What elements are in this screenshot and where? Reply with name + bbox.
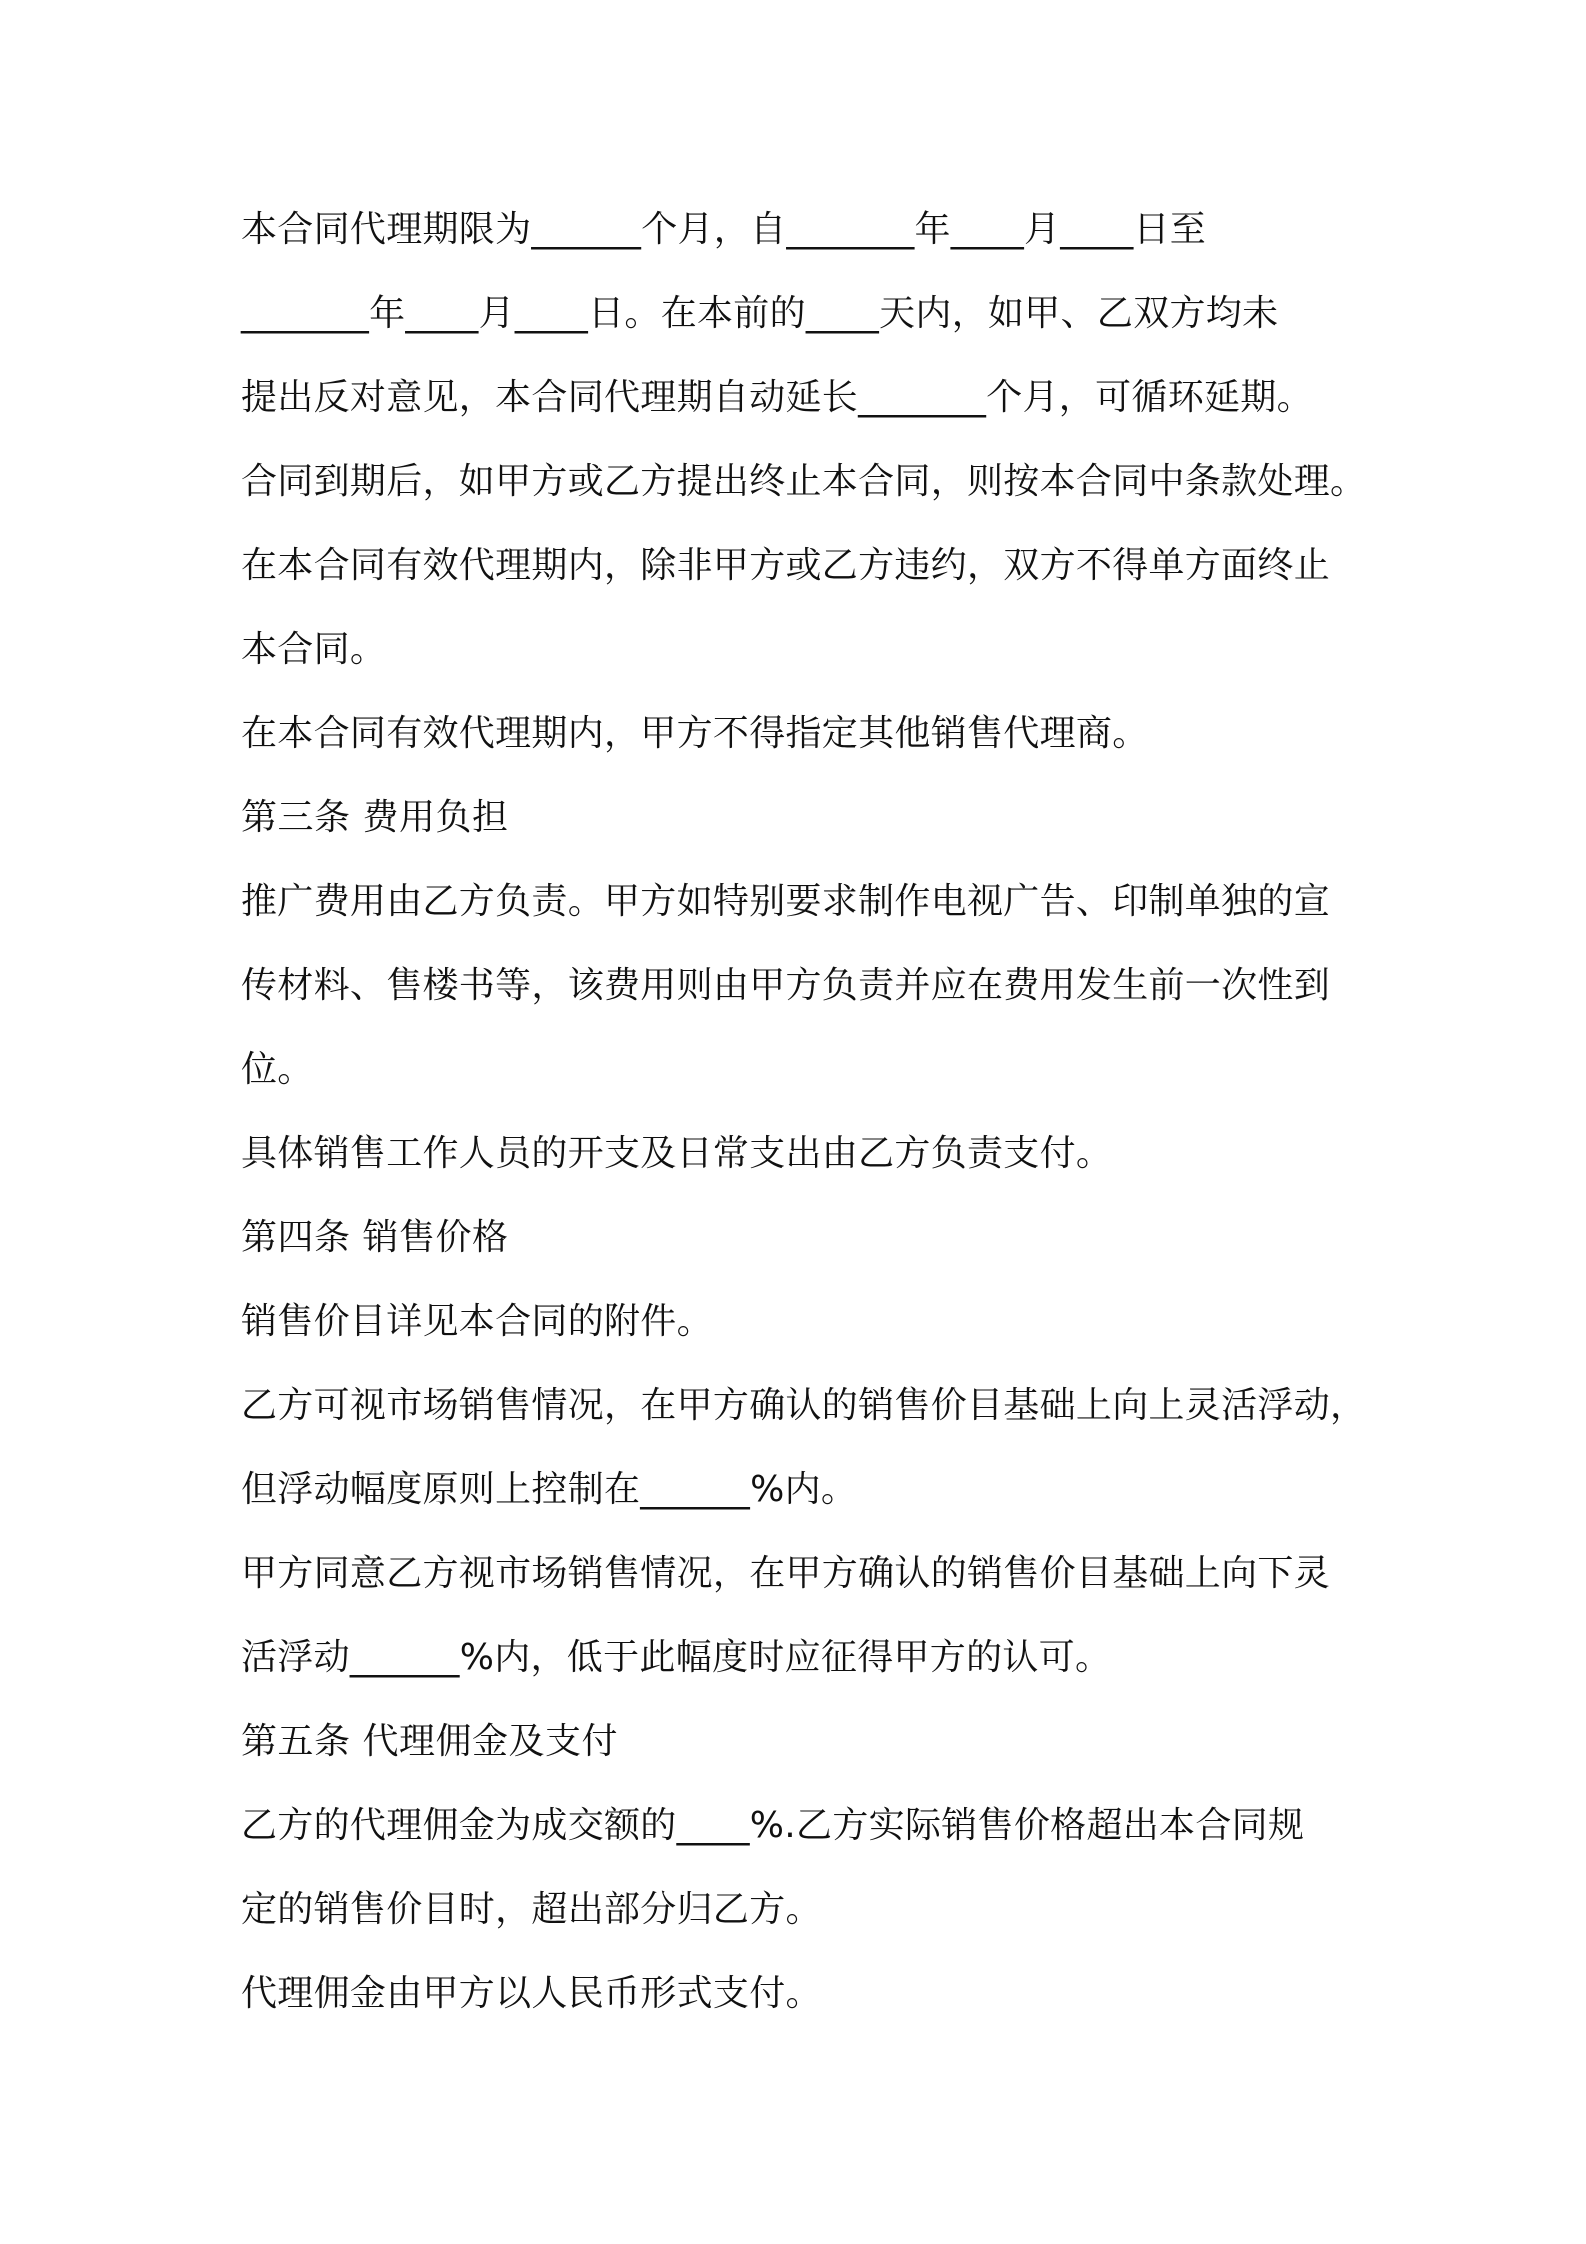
text-line-14: 销售价目详见本合同的附件。 [241, 1301, 713, 1342]
section-heading-5: 第五条 代理佣金及支付 [241, 1721, 618, 1762]
text-line-22: 代理佣金由甲方以人民币形式支付。 [241, 1973, 822, 2014]
text-line-4: 合同到期后，如甲方或乙方提出终止本合同，则按本合同中条款处理。 [241, 461, 1367, 502]
contract-text [241, 188, 1381, 2036]
text-line-2: _______年____月____日。在本前的____天内，如甲、乙双方均未 [241, 293, 1279, 334]
text-line-16: 但浮动幅度原则上控制在______%内。 [241, 1469, 858, 1510]
text-line-7: 在本合同有效代理期内，甲方不得指定其他销售代理商。 [241, 713, 1149, 754]
section-heading-4: 第四条 销售价格 [241, 1217, 509, 1258]
text-line-6: 本合同。 [241, 629, 387, 670]
text-line-20: 乙方的代理佣金为成交额的____%.乙方实际销售价格超出本合同规 [241, 1805, 1305, 1846]
text-line-1: 本合同代理期限为______个月，自_______年____月____日至 [241, 209, 1207, 250]
text-line-10: 传材料、售楼书等，该费用则由甲方负责并应在费用发生前一次性到 [241, 965, 1331, 1006]
text-line-17: 甲方同意乙方视市场销售情况，在甲方确认的销售价目基础上向下灵 [241, 1553, 1331, 1594]
text-line-18: 活浮动______%内，低于此幅度时应征得甲方的认可。 [241, 1637, 1112, 1678]
text-line-3: 提出反对意见，本合同代理期自动延长_______个月，可循环延期。 [241, 377, 1313, 418]
text-line-15: 乙方可视市场销售情况，在甲方确认的销售价目基础上向上灵活浮动， [241, 1385, 1367, 1426]
text-line-21: 定的销售价目时，超出部分归乙方。 [241, 1889, 822, 1930]
text-line-5: 在本合同有效代理期内，除非甲方或乙方违约，双方不得单方面终止 [241, 545, 1331, 586]
text-line-11: 位。 [241, 1049, 314, 1090]
text-line-9: 推广费用由乙方负责。甲方如特别要求制作电视广告、印制单独的宣 [241, 881, 1331, 922]
text-line-12: 具体销售工作人员的开支及日常支出由乙方负责支付。 [241, 1133, 1113, 1174]
section-heading-3: 第三条 费用负担 [241, 797, 509, 838]
